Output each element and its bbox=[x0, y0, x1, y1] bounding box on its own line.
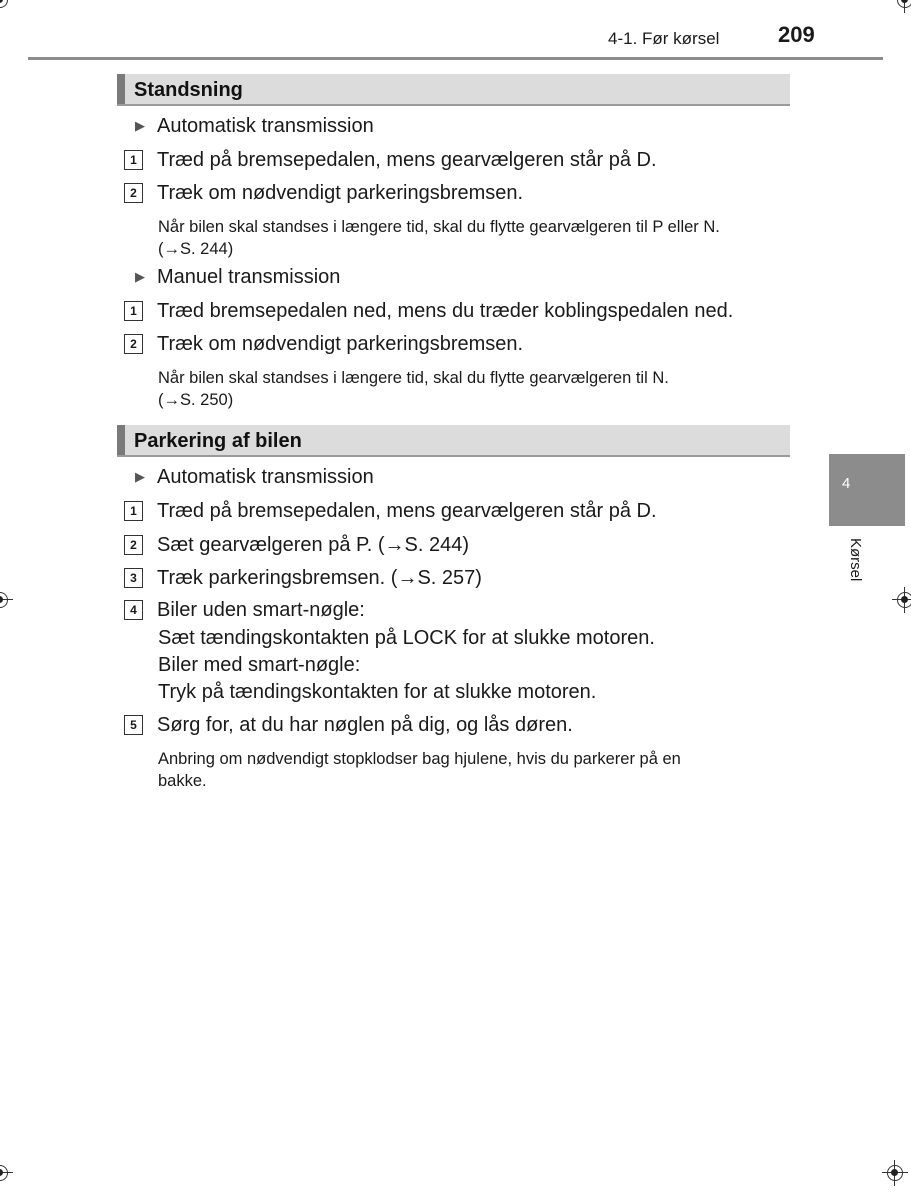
step-number: 3 bbox=[124, 568, 143, 588]
step-text: Biler uden smart-nøgle: bbox=[157, 599, 365, 621]
step-text: Træk om nødvendigt parkeringsbremsen. bbox=[157, 333, 524, 355]
step-item bbox=[124, 567, 482, 590]
chapter-number: 4 bbox=[842, 475, 851, 492]
note-line: Anbring om nødvendigt stopklodser bag hjulene, hvis du parkerer på en bbox=[158, 750, 681, 768]
subheading-label: Automatisk transmission bbox=[157, 115, 374, 137]
note-line: bakke. bbox=[158, 772, 207, 790]
step-number: 2 bbox=[124, 535, 143, 555]
step-text: Træk om nødvendigt parkeringsbremsen. bbox=[157, 182, 524, 204]
step-continuation: Sæt tændingskontakten på LOCK for at slukke motoren. bbox=[158, 627, 655, 649]
note-text bbox=[158, 748, 785, 792]
step-continuation: Tryk på tændingskontakten for at slukke motoren. bbox=[158, 681, 597, 703]
note-text bbox=[158, 216, 785, 260]
registration-mark-icon bbox=[0, 587, 13, 613]
chapter-label: Kørsel bbox=[847, 538, 864, 582]
note-line: Når bilen skal standses i længere tid, skal du flytte gearvælgeren til N. bbox=[158, 369, 669, 387]
triangle-bullet-icon: ▶ bbox=[135, 469, 145, 484]
note-text bbox=[158, 367, 785, 411]
step-item bbox=[124, 714, 573, 737]
section-heading-standsning bbox=[117, 74, 790, 106]
step-text: Sæt gearvælgeren på P. (→S. 244) bbox=[157, 534, 470, 556]
step-number: 2 bbox=[124, 334, 143, 354]
step-text: Træd på bremsepedalen, mens gearvælgeren står på D. bbox=[157, 500, 657, 522]
step-number: 1 bbox=[124, 501, 143, 521]
step-text: Træd på bremsepedalen, mens gearvælgeren står på D. bbox=[157, 149, 657, 171]
triangle-bullet-icon: ▶ bbox=[135, 118, 145, 133]
registration-mark-icon bbox=[892, 0, 911, 13]
step-item bbox=[124, 149, 657, 172]
registration-mark-icon bbox=[882, 1160, 908, 1186]
note-line: Når bilen skal standses i længere tid, skal du flytte gearvælgeren til P eller N. bbox=[158, 218, 720, 236]
registration-mark-icon bbox=[0, 1160, 13, 1186]
step-text: Sørg for, at du har nøglen på dig, og lås døren. bbox=[157, 714, 573, 736]
step-item bbox=[124, 182, 523, 205]
page-number: 209 bbox=[778, 22, 815, 47]
step-number: 1 bbox=[124, 301, 143, 321]
step-number: 2 bbox=[124, 183, 143, 203]
section-heading-parkering bbox=[117, 425, 790, 457]
registration-mark-icon bbox=[892, 587, 911, 613]
chapter-tab bbox=[829, 454, 905, 526]
section-title: Standsning bbox=[134, 79, 243, 101]
header-divider bbox=[28, 57, 883, 60]
step-item bbox=[124, 599, 365, 622]
step-number: 1 bbox=[124, 150, 143, 170]
subheading-automatic bbox=[135, 466, 374, 489]
section-accent bbox=[117, 74, 125, 104]
step-item bbox=[124, 500, 657, 523]
header-section-title: 4-1. Før kørsel bbox=[608, 29, 720, 48]
triangle-bullet-icon: ▶ bbox=[135, 269, 145, 284]
subheading-manual bbox=[135, 266, 340, 289]
page-reference: (→S. 244) bbox=[158, 240, 234, 258]
subheading-label: Automatisk transmission bbox=[157, 466, 374, 488]
page-reference: (→S. 250) bbox=[158, 391, 234, 409]
section-accent bbox=[117, 425, 125, 455]
registration-mark-icon bbox=[0, 0, 13, 13]
subheading-label: Manuel transmission bbox=[157, 266, 341, 288]
subheading-automatic bbox=[135, 115, 374, 138]
step-text: Træd bremsepedalen ned, mens du træder koblingspedalen ned. bbox=[157, 300, 734, 322]
step-continuation: Biler med smart-nøgle: bbox=[158, 654, 361, 676]
step-number: 5 bbox=[124, 715, 143, 735]
step-item bbox=[124, 300, 733, 323]
step-number: 4 bbox=[124, 600, 143, 620]
step-item bbox=[124, 333, 523, 356]
step-text: Træk parkeringsbremsen. (→S. 257) bbox=[157, 567, 482, 589]
step-item bbox=[124, 534, 469, 557]
section-title: Parkering af bilen bbox=[134, 430, 302, 452]
